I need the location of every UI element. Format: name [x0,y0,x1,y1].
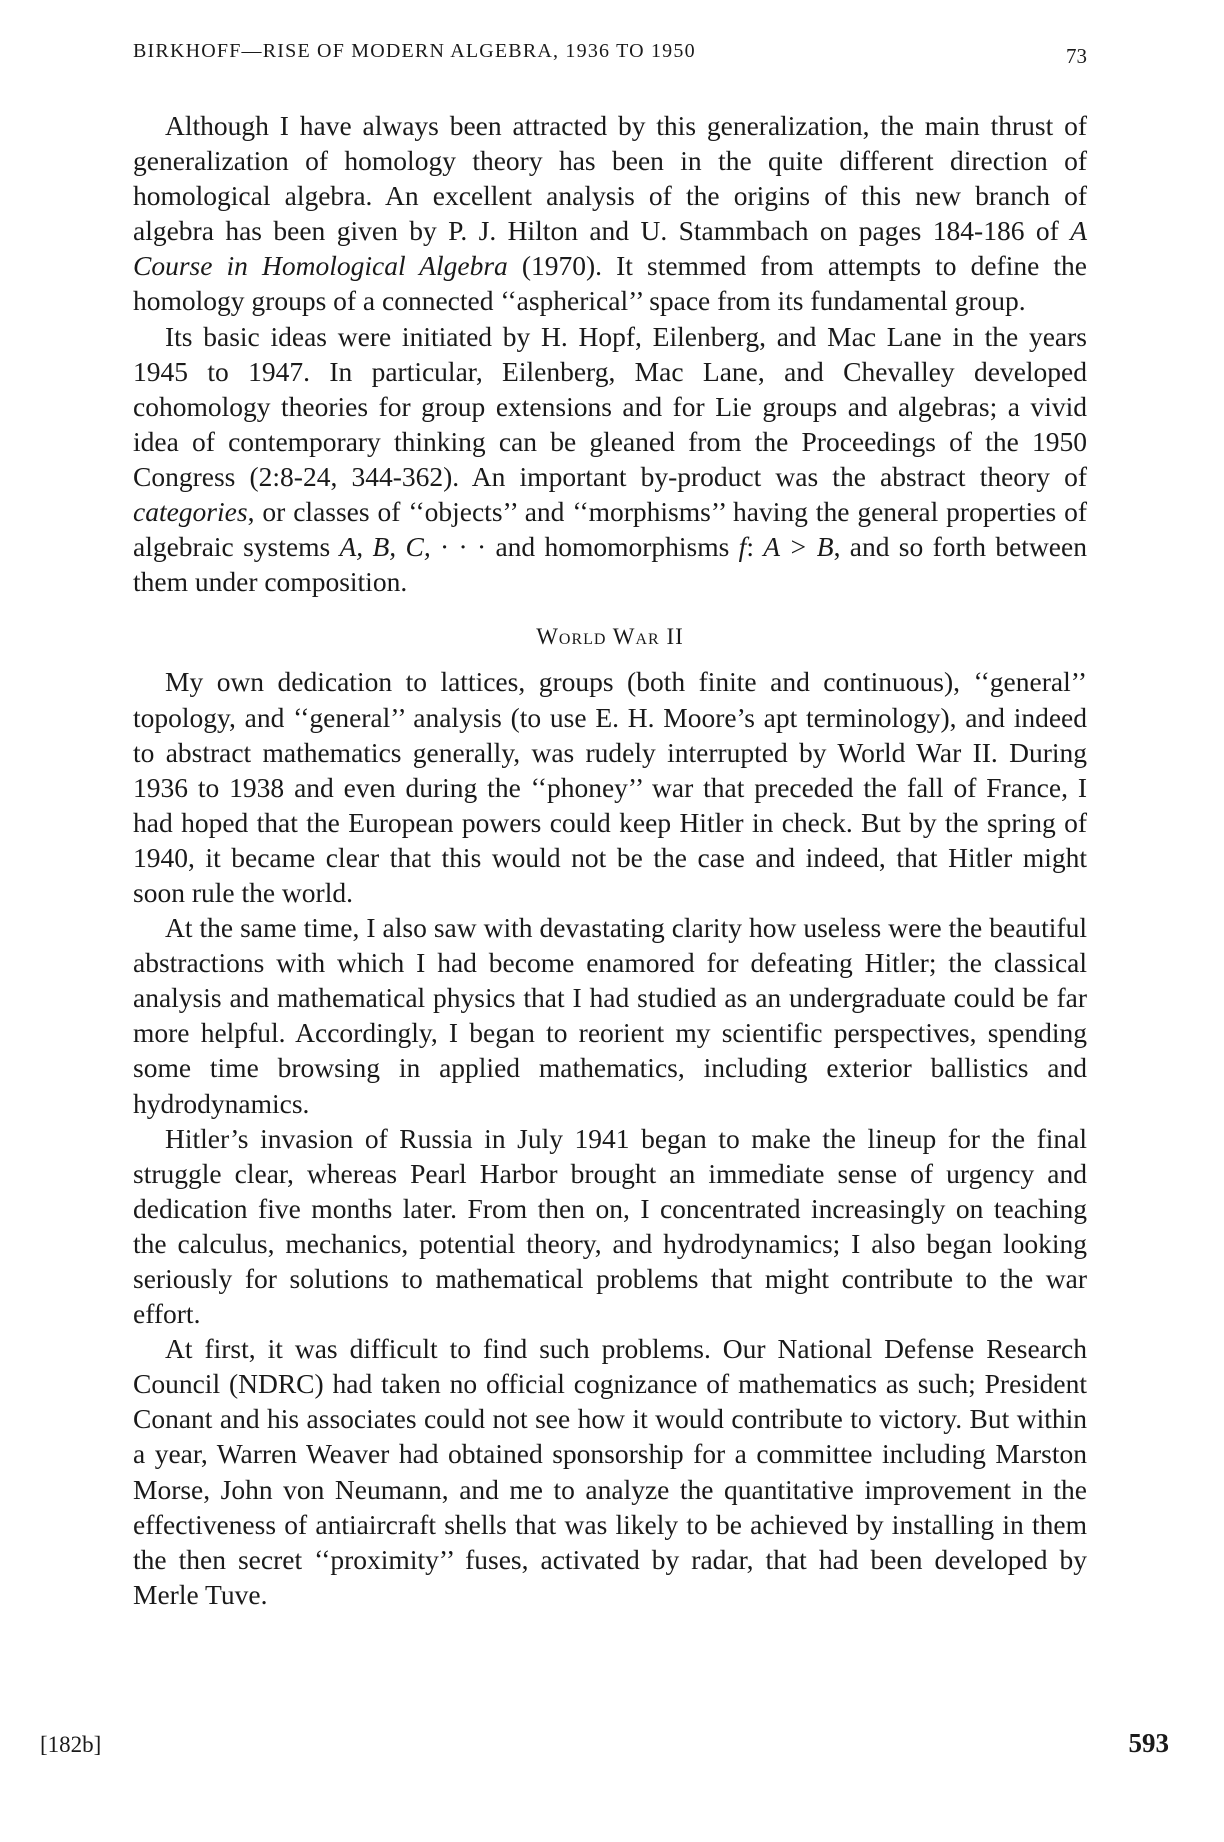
ellipsis-dots: · · · [430,531,496,563]
paragraph-6: At first, it was difficult to find such problems. Our National Defense Research Council (NDRC) had taken no official cognizance of mathematics as such; President Conant and his associates could not see how it would contribute to victory. But within a year, Warren Weaver had obtained sponsorship for a committee including Marston Morse, John von Neumann, and me to analyze the quantitative improvement in the effectiveness of antiaircraft shells that was likely to be achieved by installing in them the then secret ‘‘proximity’’ fuses, activated by radar, that had been developed by Merle Tuve. [133,1333,1087,1610]
term-categories: categories [133,496,248,528]
page-number-top: 73 [1066,44,1087,68]
morphism-symbol: f [738,531,747,563]
body-text [133,108,1087,1612]
paragraph-1 [133,108,1087,319]
paragraph-4: At the same time, I also saw with devastating clarity how useless were the beautiful abstractions with which I had become enamored for defeating Hitler; the classical analysis and mathematical physics that I had studied as an undergraduate could be far more helpful. Accordingly, I began to reorient my scientific perspectives, spending some time browsing in applied mathematics, including exterior ballistics and hydrodynamics. [133,912,1087,1119]
paragraph-2-text-d: : [746,531,764,563]
paragraph-2-text-b: , or classes of ‘‘objects’’ and ‘‘morphisms’’ having the general properties of algebraic systems [133,496,1087,563]
footer-reference: [182b] [40,1732,102,1757]
morphism-map: A > B [763,531,834,563]
paragraph-3: My own dedication to lattices, groups (both finite and continuous), ‘‘general’’ topology, and ‘‘general’’ analysis (to use E. H. Moore’s apt terminology), and indeed to abstract mathematics generally, was rudely interrupted by World War II. During 1936 to 1938 and even during the ‘‘phoney’’ war that preceded the fall of France, I had hoped that the European powers could keep Hitler in check. But by the spring of 1940, it became clear that this would not be the case and indeed, that Hitler might soon rule the world. [133,666,1087,908]
paragraph-2 [133,319,1087,600]
book-title: A Course in Homological Algebra [133,215,1087,282]
algebraic-systems: A, B, C, [339,531,431,563]
footer-page-number: 593 [1128,1728,1169,1758]
paragraph-5: Hitler’s invasion of Russia in July 1941 began to make the lineup for the final struggle clear, whereas Pearl Harbor brought an immediate sense of urgency and dedication five months later. From then on, I concentrated increasingly on teaching the calculus, mechanics, potential theory, and hydrodynamics; I also began looking seriously for solutions to mathematical problems that might contribute to the war effort. [133,1122,1087,1330]
section-heading: World War II [536,624,684,650]
paragraph-2-text-a: Its basic ideas were initiated by H. Hopf, Eilenberg, and Mac Lane in the years 1945 to 1947. In particular, Eilenberg, Mac Lane, and Chevalley developed cohomology theories for group extensions and for Lie groups and algebras; a vivid idea of contemporary thinking can be gleaned from the Proceedings of the 1950 Congress (2:8-24, 344-362). An important by-product was the abstract theory of [133,320,1087,492]
paragraph-2-text-c: and homomorphisms [495,531,739,563]
paragraph-2-text-e: , and so forth between them under composition. [133,531,1087,598]
running-header: BIRKHOFF—RISE OF MODERN ALGEBRA, 1936 TO 1950 [133,40,696,62]
paragraph-1-text-a: Although I have always been attracted by this generalization, the main thrust of generalization of homology theory has been in the quite different direction of homological algebra. An excellent analysis of the origins of this new branch of algebra has been given by P. J. Hilton and U. Stammbach on pages 184-186 of [133,110,1087,247]
paragraph-1-text-b: (1970). It stemmed from attempts to define the homology groups of a connected ‘‘aspherical’’ space from its fundamental group. [133,250,1087,317]
